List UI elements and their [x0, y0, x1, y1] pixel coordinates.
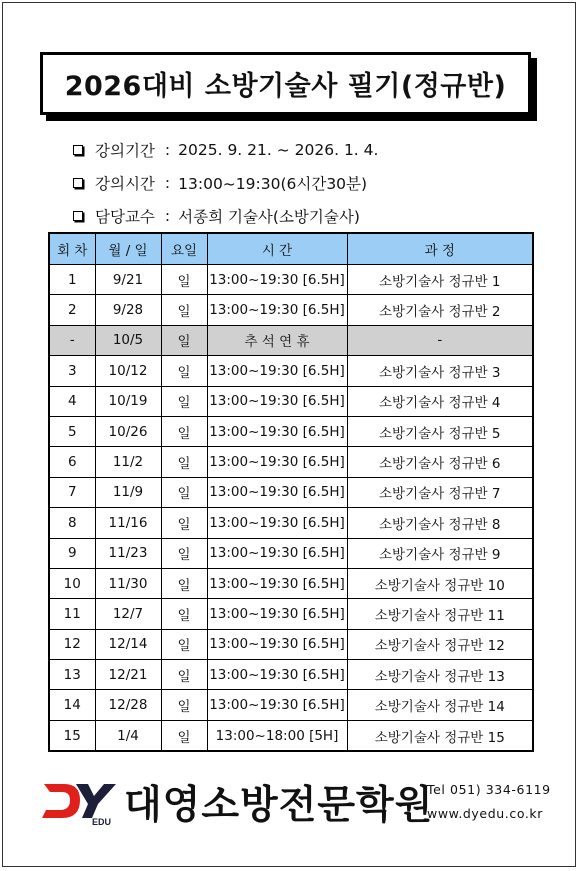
- header-course: 과 정: [347, 233, 533, 265]
- table-row: [49, 599, 533, 629]
- time-cell: 13:00~19:30 [6.5H]: [207, 447, 347, 477]
- phone-number: Tel 051) 334-6119: [427, 782, 551, 797]
- course-cell: 소방기술사 정규반 7: [347, 477, 533, 507]
- time-cell: 13:00~19:30 [6.5H]: [207, 416, 347, 446]
- date-cell: 11/2: [95, 447, 161, 477]
- date-cell: 11/16: [95, 508, 161, 538]
- time-cell: 13:00~19:30 [6.5H]: [207, 295, 347, 325]
- course-cell: 소방기술사 정규반 14: [347, 690, 533, 720]
- day-cell: 일: [161, 690, 207, 720]
- table-row: [49, 568, 533, 598]
- dy-edu-logo-icon: [40, 778, 116, 826]
- info-period: [73, 133, 378, 166]
- date-cell: 11/23: [95, 538, 161, 568]
- day-cell: 일: [161, 720, 207, 751]
- header-day: 요일: [161, 233, 207, 265]
- session-cell: 15: [49, 720, 95, 751]
- course-cell: 소방기술사 정규반 5: [347, 416, 533, 446]
- time-cell: 13:00~19:30 [6.5H]: [207, 477, 347, 507]
- schedule-table: [48, 232, 534, 752]
- session-cell: 13: [49, 660, 95, 690]
- table-row: [49, 660, 533, 690]
- table-row: [49, 386, 533, 416]
- course-cell: 소방기술사 정규반 13: [347, 660, 533, 690]
- checkbox-bullet-icon: [73, 211, 83, 221]
- course-cell: 소방기술사 정규반 4: [347, 386, 533, 416]
- day-cell: 일: [161, 325, 207, 355]
- session-cell: 11: [49, 599, 95, 629]
- time-cell: 추 석 연 휴: [207, 325, 347, 355]
- session-cell: 1: [49, 265, 95, 295]
- holiday-row: [49, 325, 533, 355]
- date-cell: 10/26: [95, 416, 161, 446]
- time-cell: 13:00~19:30 [6.5H]: [207, 356, 347, 386]
- session-cell: 4: [49, 386, 95, 416]
- time-cell: 13:00~19:30 [6.5H]: [207, 568, 347, 598]
- day-cell: 일: [161, 477, 207, 507]
- time-cell: 13:00~19:30 [6.5H]: [207, 265, 347, 295]
- course-cell: 소방기술사 정규반 1: [347, 265, 533, 295]
- session-cell: -: [49, 325, 95, 355]
- day-cell: 일: [161, 568, 207, 598]
- checkbox-bullet-icon: [73, 178, 83, 188]
- day-cell: 일: [161, 660, 207, 690]
- course-cell: -: [347, 325, 533, 355]
- course-cell: 소방기술사 정규반 12: [347, 629, 533, 659]
- table-row: [49, 447, 533, 477]
- time-cell: 13:00~18:00 [5H]: [207, 720, 347, 751]
- day-cell: 일: [161, 265, 207, 295]
- day-cell: 일: [161, 629, 207, 659]
- course-cell: 소방기술사 정규반 8: [347, 508, 533, 538]
- day-cell: 일: [161, 386, 207, 416]
- date-cell: 12/14: [95, 629, 161, 659]
- date-cell: 11/9: [95, 477, 161, 507]
- table-header-row: [49, 233, 533, 265]
- info-value: 13:00~19:30(6시간30분): [178, 174, 368, 193]
- date-cell: 9/21: [95, 265, 161, 295]
- course-cell: 소방기술사 정규반 10: [347, 568, 533, 598]
- title-box: [40, 52, 531, 115]
- table-row: [49, 538, 533, 568]
- day-cell: 일: [161, 599, 207, 629]
- info-colon: :: [164, 173, 171, 192]
- info-value: 서종희 기술사(소방기술사): [178, 207, 360, 226]
- date-cell: 10/12: [95, 356, 161, 386]
- page-title: 2026대비 소방기술사 필기(정규반): [64, 71, 507, 102]
- date-cell: 12/21: [95, 660, 161, 690]
- course-cell: 소방기술사 정규반 6: [347, 447, 533, 477]
- time-cell: 13:00~19:30 [6.5H]: [207, 690, 347, 720]
- time-cell: 13:00~19:30 [6.5H]: [207, 508, 347, 538]
- footer: [40, 770, 560, 830]
- date-cell: 12/28: [95, 690, 161, 720]
- info-value: 2025. 9. 21. ~ 2026. 1. 4.: [178, 140, 379, 159]
- course-cell: 소방기술사 정규반 2: [347, 295, 533, 325]
- info-label: 담당교수: [95, 207, 155, 226]
- day-cell: 일: [161, 538, 207, 568]
- checkbox-bullet-icon: [73, 145, 83, 155]
- session-cell: 12: [49, 629, 95, 659]
- course-info: [73, 133, 378, 232]
- date-cell: 11/30: [95, 568, 161, 598]
- info-colon: :: [164, 206, 171, 225]
- time-cell: 13:00~19:30 [6.5H]: [207, 538, 347, 568]
- time-cell: 13:00~19:30 [6.5H]: [207, 629, 347, 659]
- session-cell: 7: [49, 477, 95, 507]
- day-cell: 일: [161, 416, 207, 446]
- table-row: [49, 690, 533, 720]
- header-time: 시 간: [207, 233, 347, 265]
- info-label: 강의기간: [95, 141, 155, 160]
- session-cell: 8: [49, 508, 95, 538]
- course-cell: 소방기술사 정규반 15: [347, 720, 533, 751]
- time-cell: 13:00~19:30 [6.5H]: [207, 386, 347, 416]
- table-body: [49, 265, 533, 752]
- table-row: [49, 356, 533, 386]
- table-row: [49, 508, 533, 538]
- table-row: [49, 477, 533, 507]
- date-cell: 12/7: [95, 599, 161, 629]
- contact-info: [427, 778, 551, 826]
- session-cell: 6: [49, 447, 95, 477]
- table-row: [49, 265, 533, 295]
- table-row: [49, 629, 533, 659]
- course-cell: 소방기술사 정규반 11: [347, 599, 533, 629]
- session-cell: 3: [49, 356, 95, 386]
- academy-name: 대영소방전문학원: [124, 783, 434, 828]
- info-instructor: [73, 199, 378, 232]
- day-cell: 일: [161, 508, 207, 538]
- session-cell: 14: [49, 690, 95, 720]
- info-label: 강의시간: [95, 174, 155, 193]
- day-cell: 일: [161, 295, 207, 325]
- day-cell: 일: [161, 356, 207, 386]
- time-cell: 13:00~19:30 [6.5H]: [207, 660, 347, 690]
- session-cell: 2: [49, 295, 95, 325]
- session-cell: 5: [49, 416, 95, 446]
- logo-sub-text: EDU: [92, 817, 112, 826]
- info-time: [73, 166, 378, 199]
- date-cell: 9/28: [95, 295, 161, 325]
- course-cell: 소방기술사 정규반 3: [347, 356, 533, 386]
- date-cell: 10/5: [95, 325, 161, 355]
- header-session: 회 차: [49, 233, 95, 265]
- website-link[interactable]: www.dyedu.co.kr: [427, 806, 544, 821]
- time-cell: 13:00~19:30 [6.5H]: [207, 599, 347, 629]
- date-cell: 10/19: [95, 386, 161, 416]
- date-cell: 1/4: [95, 720, 161, 751]
- table-row: [49, 295, 533, 325]
- day-cell: 일: [161, 447, 207, 477]
- session-cell: 9: [49, 538, 95, 568]
- course-cell: 소방기술사 정규반 9: [347, 538, 533, 568]
- table-row: [49, 720, 533, 751]
- header-date: 월 / 일: [95, 233, 161, 265]
- session-cell: 10: [49, 568, 95, 598]
- table-row: [49, 416, 533, 446]
- info-colon: :: [164, 140, 171, 159]
